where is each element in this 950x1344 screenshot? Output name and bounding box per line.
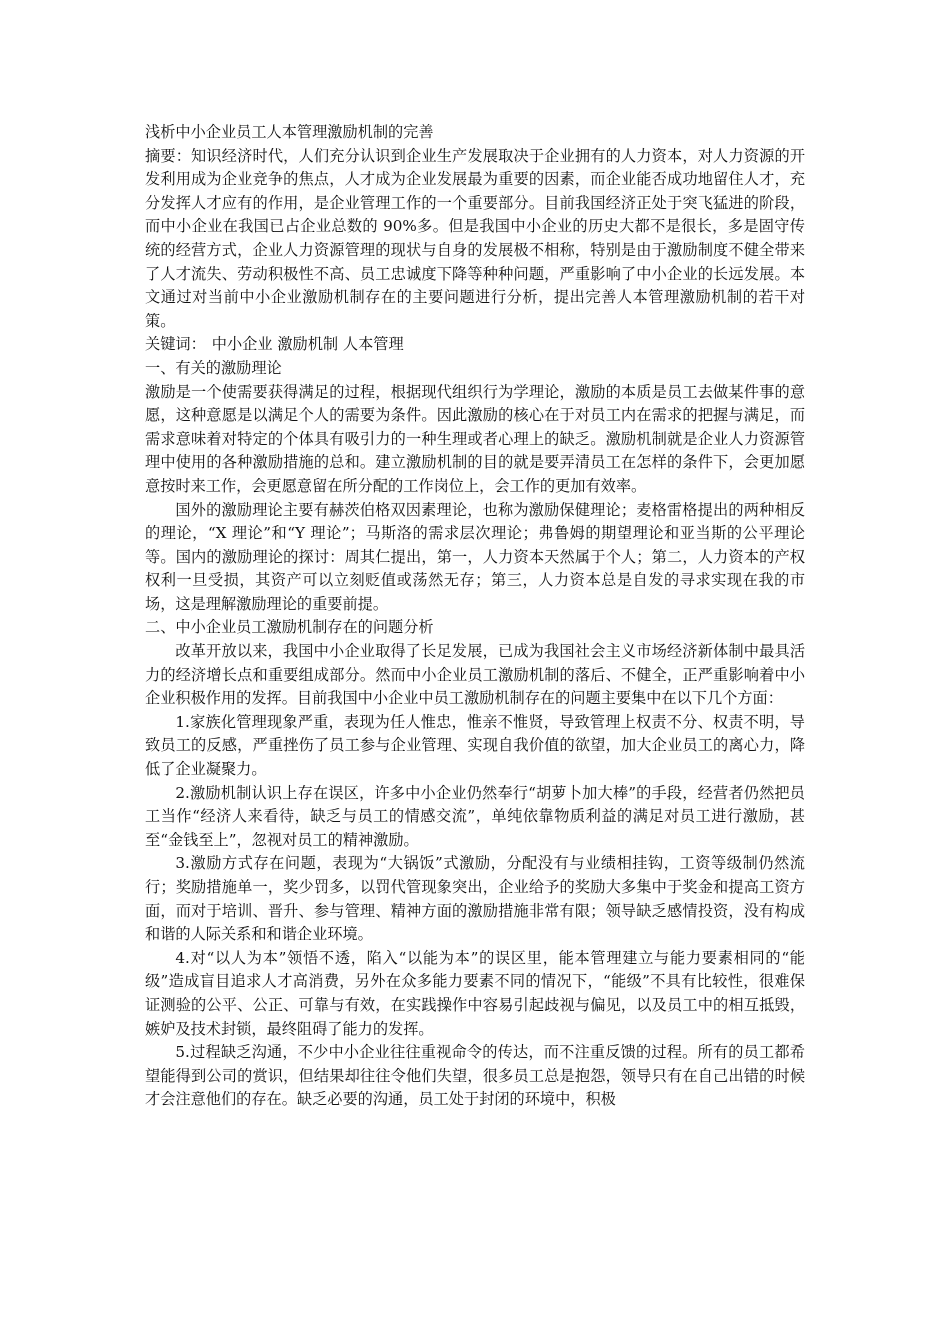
abstract-paragraph: 摘要：知识经济时代，人们充分认识到企业生产发展取决于企业拥有的人力资本，对人力资源的开发利用成为企业竞争的焦点，人才成为企业发展最为重要的因素，而企业能否成功地留住人才，充分发挥人才应有的作用，是企业管理工作的一个重要部分。目前我国经济正处于突飞猛进的阶段，而中小企业在我国已占企业总数的 90%多。但是我国中小企业的历史大都不是很长，多是固守传统的经营方式，企业人力资源管理的现状与自身的发展极不相称，特别是由于激励制度不健全带来了人才流失、劳动积极性不高、员工忠诚度下降等种种问题，严重影响了中小企业的长远发展。本文通过对当前中小企业激励机制存在的主要问题进行分析，提出完善人本管理激励机制的若干对策。 [145, 146, 805, 330]
document-title: 浅析中小企业员工人本管理激励机制的完善 [145, 123, 434, 141]
problem-item-5: 5.过程缺乏沟通，不少中小企业往往重视命令的传达，而不注重反馈的过程。所有的员工都希望能得到公司的赏识，但结果却往往令他们失望，很多员工总是抱怨，领导只有在自己出错的时候才会注意他们的存在。缺乏必要的沟通，员工处于封闭的环境中，积极 [145, 1043, 805, 1109]
section2-heading: 二、中小企业员工激励机制存在的问题分析 [145, 618, 434, 637]
problem-item-4: 4.对“以人为本”领悟不透，陷入“以能为本”的误区里，能本管理建立与能力要素相同的“能级”造成盲目追求人才高消费，另外在众多能力要素不同的情况下，“能级”不具有比较性，很难保证测验的公平、公正、可靠与有效，在实践操作中容易引起歧视与偏见，以及员工中的相互抵毁，嫉妒及技术封锁，最终阻碍了能力的发挥。 [145, 948, 805, 1038]
problem-item-2: 2.激励机制认识上存在误区，许多中小企业仍然奉行“胡萝卜加大棒”的手段，经营者仍然把员工当作“经济人来看待，缺乏与员工的情感交流”，单纯依靠物质利益的满足对员工进行激励，甚至“金钱至上”，忽视对员工的精神激励。 [145, 783, 805, 849]
keywords-line [145, 333, 805, 357]
section1-paragraph-2: 国外的激励理论主要有赫茨伯格双因素理论，也称为激励保健理论；麦格雷格提出的两种相反的理论，“X 理论”和“Y 理论”；马斯洛的需求层次理论；弗鲁姆的期望理论和亚当斯的公平理论等。国内的激励理论的探讨：周其仁提出，第一，人力资本天然属于个人；第二，人力资本的产权权利一旦受损，其资产可以立刻贬值或荡然无存；第三，人力资本总是自发的寻求实现在我的市场，这是理解激励理论的重要前提。 [145, 500, 805, 613]
section1-heading: 一、有关的激励理论 [145, 358, 282, 377]
keywords-text: 中小企业 激励机制 人本管理 [211, 335, 404, 354]
problem-item-1: 1.家族化管理现象严重，表现为任人惟忠，惟亲不惟贤，导致管理上权责不分、权责不明，导致员工的反感，严重挫伤了员工参与企业管理、实现自我价值的欲望，加大企业员工的离心力，降低了企业凝聚力。 [145, 712, 805, 779]
problem-item-3: 3.激励方式存在问题，表现为“大锅饭”式激励，分配没有与业绩相挂钩，工资等级制仍然流行；奖励措施单一，奖少罚多，以罚代管现象突出，企业给予的奖励大多集中于奖金和提高工资方面，而对于培训、晋升、参与管理、精神方面的激励措施非常有限；领导缺乏感情投资，没有构成和谐的人际关系和和谐企业环境。 [145, 854, 805, 944]
section2-intro-paragraph: 改革开放以来，我国中小企业取得了长足发展，已成为我国社会主义市场经济新体制中最具活力的经济增长点和重要组成部分。然而中小企业员工激励机制的落后、不健全，正严重影响着中小企业积极作用的发挥。目前我国中小企业中员工激励机制存在的问题主要集中在以下几个方面： [145, 642, 805, 708]
section1-paragraph-1: 激励是一个使需要获得满足的过程，根据现代组织行为学理论，激励的本质是员工去做某件事的意愿，这种意愿是以满足个人的需要为条件。因此激励的核心在于对员工内在需求的把握与满足，而需求意味着对特定的个体具有吸引力的一种生理或者心理上的缺乏。激励机制就是企业人力资源管理中使用的各种激励措施的总和。建立激励机制的目的就是要弄清员工在怎样的条件下，会更加愿意按时来工作，会更愿意留在所分配的工作岗位上，会工作的更加有效率。 [145, 382, 805, 495]
document-page [145, 121, 805, 1112]
keywords-label: 关键词： [145, 335, 206, 354]
